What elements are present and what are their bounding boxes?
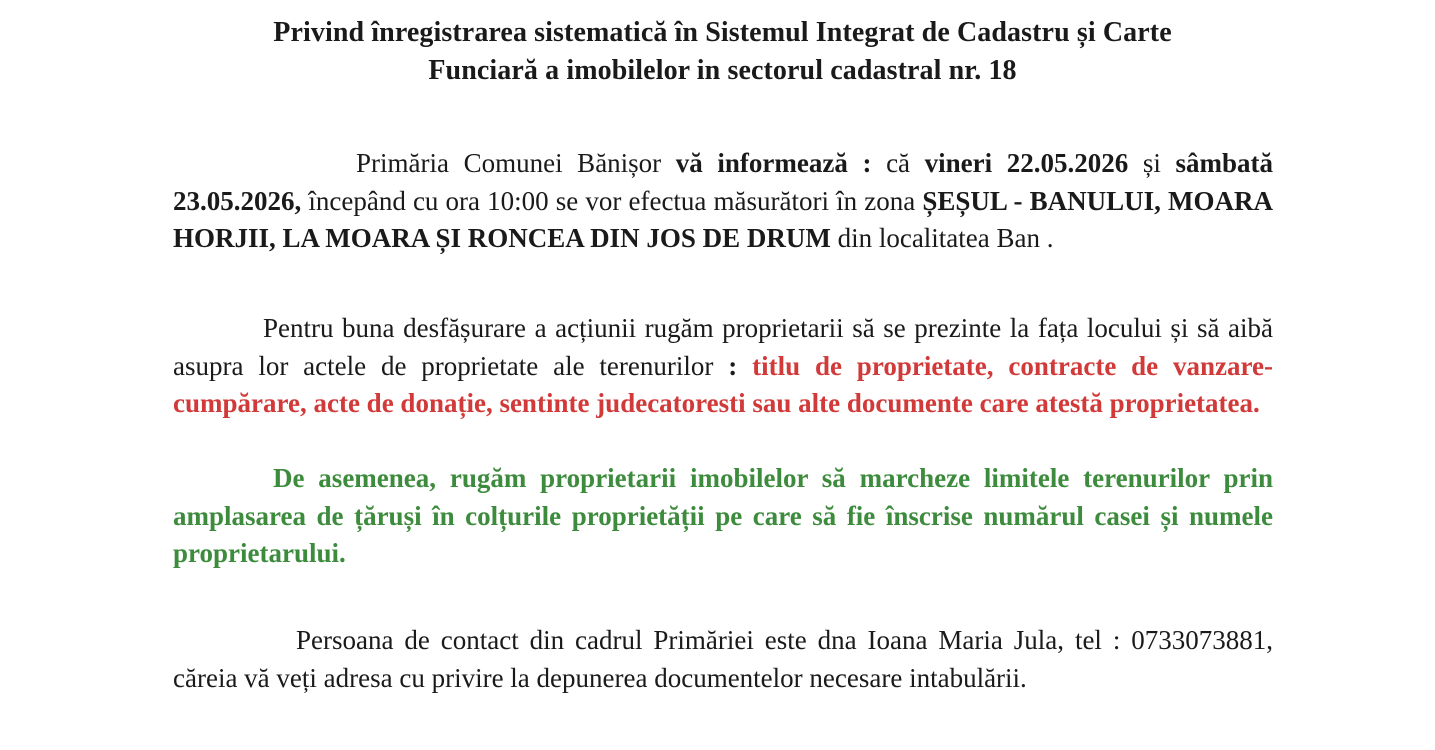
documents-colon: : (728, 350, 753, 381)
announcement-informs: vă informează : (675, 148, 887, 178)
documents-request: Pentru buna desfășurare a acțiunii rugăm proprietarii să se prezinte la fața locului și să aibă asupra lor actele de proprietate ale terenurilor (173, 313, 1273, 381)
title-line-2: Funciară a imobilelor in sectorul cadastral nr. 18 (428, 55, 1017, 86)
date-saturday: sâmbată 23.05.2026, (173, 148, 1274, 216)
title-line-1: Privind înregistrarea sistematică în Sistemul Integrat de Cadastru și Carte (273, 17, 1172, 48)
announcement-that: că (886, 148, 925, 178)
documents-list: titlu de proprietate, contracte de vanzare-cumpărare, acte de donație, sentinte judecatoresti sau alte documente care atestă proprietatea. (173, 350, 1273, 418)
announcement-locality: din localitatea Ban . (830, 223, 1054, 253)
announcement-time: începând cu ora 10:00 se vor efectua măsurători în zona (301, 185, 923, 216)
announcement-paragraph (173, 145, 1273, 258)
boundary-marking-paragraph: De asemenea, rugăm proprietarii imobilelor să marcheze limitele terenurilor prin amplasarea de țăruși în colțurile proprietății pe care să fie înscrise numărul casei și numele proprietarului. (173, 463, 1273, 568)
announcement-issuer: Primăria Comunei Bănișor (356, 148, 676, 178)
zone-names: ȘEȘUL - BANULUI, MOARA HORJII, LA MOARA ȘI RONCEA DIN JOS DE DRUM (173, 185, 1273, 253)
contact-paragraph: Persoana de contact din cadrul Primăriei este dna Ioana Maria Jula, tel : 0733073881, căreia vă veți adresa cu privire la depunerea documentelor necesare intabulării. (173, 625, 1273, 693)
date-friday: vineri 22.05.2026 (924, 148, 1129, 178)
announcement-and: și (1128, 148, 1176, 178)
document-title (0, 14, 1435, 90)
documents-paragraph (173, 310, 1273, 423)
